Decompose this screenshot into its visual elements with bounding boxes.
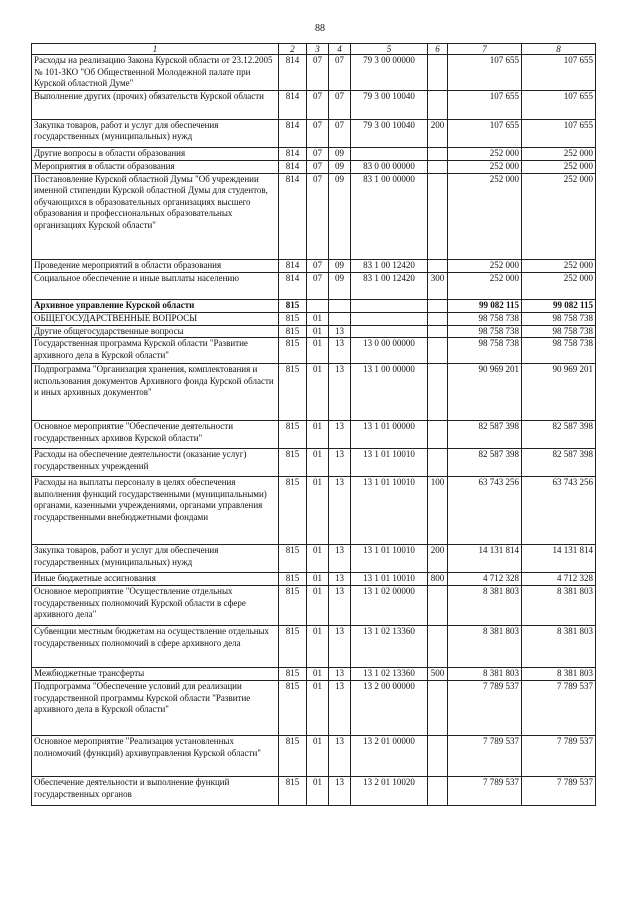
row-amount-2018: 107 655 bbox=[448, 90, 522, 119]
row-amount-2019: 252 000 bbox=[522, 272, 596, 299]
row-expense-type bbox=[428, 736, 448, 777]
row-subsection-code: 13 bbox=[329, 477, 351, 545]
row-subsection-code: 07 bbox=[329, 90, 351, 119]
row-target-article: 13 1 01 10010 bbox=[351, 573, 428, 586]
row-amount-2019: 107 655 bbox=[522, 90, 596, 119]
row-name: Субвенции местным бюджетам на осуществление отдельных государственных полномочий в сфере архивного дела bbox=[32, 626, 279, 668]
row-ministry-code: 814 bbox=[279, 259, 307, 272]
row-amount-2018: 8 381 803 bbox=[448, 586, 522, 626]
row-name: Другие вопросы в области образования bbox=[32, 147, 279, 160]
row-amount-2018: 4 712 328 bbox=[448, 573, 522, 586]
row-section-code: 07 bbox=[307, 55, 329, 91]
row-amount-2019: 107 655 bbox=[522, 55, 596, 91]
row-section-code: 01 bbox=[307, 338, 329, 364]
row-target-article: 13 1 01 10010 bbox=[351, 449, 428, 477]
row-section-code: 01 bbox=[307, 777, 329, 806]
row-amount-2019: 98 758 738 bbox=[522, 325, 596, 338]
row-expense-type bbox=[428, 299, 448, 312]
row-subsection-code: 09 bbox=[329, 173, 351, 259]
row-amount-2018: 98 758 738 bbox=[448, 312, 522, 325]
row-subsection-code: 13 bbox=[329, 325, 351, 338]
row-ministry-code: 815 bbox=[279, 545, 307, 573]
row-target-article: 13 1 02 00000 bbox=[351, 586, 428, 626]
row-name: Расходы на обеспечение деятельности (оказание услуг) государственных учреждений bbox=[32, 449, 279, 477]
table-row bbox=[32, 55, 596, 91]
row-section-code: 01 bbox=[307, 681, 329, 736]
row-expense-type: 100 bbox=[428, 477, 448, 545]
row-amount-2018: 107 655 bbox=[448, 55, 522, 91]
row-amount-2018: 7 789 537 bbox=[448, 777, 522, 806]
row-ministry-code: 814 bbox=[279, 90, 307, 119]
row-target-article bbox=[351, 299, 428, 312]
row-subsection-code: 13 bbox=[329, 626, 351, 668]
table-row bbox=[32, 681, 596, 736]
row-name: Основное мероприятие "Осуществление отдельных государственных полномочий Курской области в сфере архивного дела" bbox=[32, 586, 279, 626]
row-expense-type bbox=[428, 55, 448, 91]
row-ministry-code: 814 bbox=[279, 160, 307, 173]
row-section-code: 01 bbox=[307, 421, 329, 449]
column-numbers-row bbox=[32, 44, 596, 55]
row-amount-2019: 98 758 738 bbox=[522, 312, 596, 325]
row-section-code: 01 bbox=[307, 586, 329, 626]
row-section-code: 01 bbox=[307, 449, 329, 477]
row-section-code: 07 bbox=[307, 90, 329, 119]
row-amount-2018: 252 000 bbox=[448, 147, 522, 160]
row-name: Обеспечение деятельности и выполнение функций государственных органов bbox=[32, 777, 279, 806]
row-section-code: 07 bbox=[307, 160, 329, 173]
row-name: Мероприятия в области образования bbox=[32, 160, 279, 173]
table-row bbox=[32, 477, 596, 545]
row-section-code: 01 bbox=[307, 736, 329, 777]
row-amount-2018: 98 758 738 bbox=[448, 325, 522, 338]
row-expense-type bbox=[428, 626, 448, 668]
row-amount-2018: 7 789 537 bbox=[448, 681, 522, 736]
table-row bbox=[32, 338, 596, 364]
table-row bbox=[32, 259, 596, 272]
row-expense-type bbox=[428, 90, 448, 119]
row-ministry-code: 815 bbox=[279, 777, 307, 806]
row-subsection-code: 13 bbox=[329, 364, 351, 421]
row-subsection-code: 13 bbox=[329, 421, 351, 449]
row-target-article: 13 2 01 10020 bbox=[351, 777, 428, 806]
row-name: Расходы на реализацию Закона Курской области от 23.12.2005 № 101-ЗКО "Об Общественной Молодежной палате при Курской областной Думе" bbox=[32, 55, 279, 91]
row-ministry-code: 814 bbox=[279, 119, 307, 147]
row-amount-2019: 63 743 256 bbox=[522, 477, 596, 545]
row-amount-2018: 98 758 738 bbox=[448, 338, 522, 364]
row-target-article: 79 3 00 00000 bbox=[351, 55, 428, 91]
table-row bbox=[32, 573, 596, 586]
table-row bbox=[32, 545, 596, 573]
column-number: 3 bbox=[307, 44, 329, 55]
column-number: 2 bbox=[279, 44, 307, 55]
column-number: 7 bbox=[448, 44, 522, 55]
row-section-code: 07 bbox=[307, 259, 329, 272]
table-row bbox=[32, 626, 596, 668]
row-subsection-code: 13 bbox=[329, 449, 351, 477]
row-ministry-code: 815 bbox=[279, 668, 307, 681]
row-target-article: 13 2 00 00000 bbox=[351, 681, 428, 736]
table-row bbox=[32, 147, 596, 160]
row-amount-2019: 82 587 398 bbox=[522, 421, 596, 449]
row-name: Закупка товаров, работ и услуг для обеспечения государственных (муниципальных) нужд bbox=[32, 119, 279, 147]
row-target-article bbox=[351, 325, 428, 338]
row-amount-2018: 90 969 201 bbox=[448, 364, 522, 421]
row-ministry-code: 815 bbox=[279, 364, 307, 421]
column-number: 5 bbox=[351, 44, 428, 55]
table-row bbox=[32, 364, 596, 421]
row-subsection-code: 07 bbox=[329, 119, 351, 147]
row-section-code: 01 bbox=[307, 573, 329, 586]
row-target-article: 13 1 01 10010 bbox=[351, 477, 428, 545]
row-target-article: 13 1 01 10010 bbox=[351, 545, 428, 573]
row-expense-type bbox=[428, 325, 448, 338]
table-row bbox=[32, 90, 596, 119]
row-target-article bbox=[351, 147, 428, 160]
row-expense-type bbox=[428, 338, 448, 364]
row-target-article: 83 1 00 00000 bbox=[351, 173, 428, 259]
row-target-article: 83 1 00 12420 bbox=[351, 272, 428, 299]
row-expense-type: 500 bbox=[428, 668, 448, 681]
row-subsection-code: 09 bbox=[329, 147, 351, 160]
row-ministry-code: 815 bbox=[279, 325, 307, 338]
row-amount-2019: 82 587 398 bbox=[522, 449, 596, 477]
row-amount-2019: 7 789 537 bbox=[522, 681, 596, 736]
row-name: Государственная программа Курской области "Развитие архивного дела в Курской области" bbox=[32, 338, 279, 364]
row-amount-2018: 252 000 bbox=[448, 173, 522, 259]
row-amount-2019: 98 758 738 bbox=[522, 338, 596, 364]
table-row bbox=[32, 736, 596, 777]
row-target-article: 13 1 01 00000 bbox=[351, 421, 428, 449]
row-amount-2019: 90 969 201 bbox=[522, 364, 596, 421]
row-expense-type bbox=[428, 173, 448, 259]
row-ministry-code: 815 bbox=[279, 312, 307, 325]
table-row bbox=[32, 449, 596, 477]
budget-table bbox=[31, 43, 596, 806]
row-expense-type bbox=[428, 777, 448, 806]
row-amount-2018: 8 381 803 bbox=[448, 668, 522, 681]
row-section-code: 07 bbox=[307, 119, 329, 147]
row-target-article: 13 1 02 13360 bbox=[351, 626, 428, 668]
row-amount-2019: 107 655 bbox=[522, 119, 596, 147]
row-amount-2018: 82 587 398 bbox=[448, 449, 522, 477]
row-ministry-code: 814 bbox=[279, 55, 307, 91]
row-target-article: 13 1 00 00000 bbox=[351, 364, 428, 421]
row-target-article: 79 3 00 10040 bbox=[351, 119, 428, 147]
row-ministry-code: 815 bbox=[279, 736, 307, 777]
row-amount-2019: 8 381 803 bbox=[522, 668, 596, 681]
row-amount-2019: 4 712 328 bbox=[522, 573, 596, 586]
table-row bbox=[32, 312, 596, 325]
row-subsection-code: 13 bbox=[329, 545, 351, 573]
row-section-code bbox=[307, 299, 329, 312]
row-amount-2019: 252 000 bbox=[522, 147, 596, 160]
row-ministry-code: 815 bbox=[279, 477, 307, 545]
row-subsection-code: 07 bbox=[329, 55, 351, 91]
row-target-article: 13 1 02 13360 bbox=[351, 668, 428, 681]
row-expense-type bbox=[428, 449, 448, 477]
row-name: Основное мероприятие "Реализация установленных полномочий (функций) архивуправления Курской области" bbox=[32, 736, 279, 777]
row-name: Постановление Курской областной Думы "Об учреждении именной стипендии Курской областной Думы для студентов, обучающихся в образовательных организациях высшего образования и профессиональных образовательных организациях Курской области" bbox=[32, 173, 279, 259]
page-number: 88 bbox=[315, 23, 325, 34]
row-amount-2018: 14 131 814 bbox=[448, 545, 522, 573]
row-ministry-code: 815 bbox=[279, 586, 307, 626]
row-amount-2019: 8 381 803 bbox=[522, 586, 596, 626]
row-ministry-code: 815 bbox=[279, 626, 307, 668]
row-section-code: 01 bbox=[307, 668, 329, 681]
row-amount-2019: 252 000 bbox=[522, 259, 596, 272]
row-subsection-code: 13 bbox=[329, 736, 351, 777]
table-row bbox=[32, 586, 596, 626]
row-ministry-code: 815 bbox=[279, 573, 307, 586]
row-subsection-code: 13 bbox=[329, 668, 351, 681]
row-amount-2018: 7 789 537 bbox=[448, 736, 522, 777]
row-name: ОБЩЕГОСУДАРСТВЕННЫЕ ВОПРОСЫ bbox=[32, 312, 279, 325]
row-amount-2018: 252 000 bbox=[448, 160, 522, 173]
row-target-article: 83 1 00 12420 bbox=[351, 259, 428, 272]
table-row bbox=[32, 160, 596, 173]
table-row bbox=[32, 272, 596, 299]
row-section-code: 01 bbox=[307, 545, 329, 573]
row-subsection-code: 13 bbox=[329, 586, 351, 626]
row-amount-2019: 252 000 bbox=[522, 160, 596, 173]
row-expense-type: 200 bbox=[428, 545, 448, 573]
row-amount-2019: 7 789 537 bbox=[522, 736, 596, 777]
row-subsection-code bbox=[329, 312, 351, 325]
row-expense-type bbox=[428, 364, 448, 421]
table-row bbox=[32, 325, 596, 338]
row-amount-2019: 7 789 537 bbox=[522, 777, 596, 806]
row-subsection-code: 09 bbox=[329, 259, 351, 272]
row-subsection-code: 13 bbox=[329, 338, 351, 364]
row-expense-type bbox=[428, 160, 448, 173]
row-subsection-code: 13 bbox=[329, 777, 351, 806]
row-name: Социальное обеспечение и иные выплаты населению bbox=[32, 272, 279, 299]
row-expense-type bbox=[428, 681, 448, 736]
row-section-code: 07 bbox=[307, 272, 329, 299]
row-amount-2019: 252 000 bbox=[522, 173, 596, 259]
row-amount-2019: 99 082 115 bbox=[522, 299, 596, 312]
row-target-article: 13 0 00 00000 bbox=[351, 338, 428, 364]
column-number: 1 bbox=[32, 44, 279, 55]
row-section-code: 01 bbox=[307, 325, 329, 338]
row-section-code: 01 bbox=[307, 626, 329, 668]
row-subsection-code bbox=[329, 299, 351, 312]
row-name: Расходы на выплаты персоналу в целях обеспечения выполнения функций государственными (муниципальными) органами, казенными учреждениями, органами управления государственными внебюджетными фондами bbox=[32, 477, 279, 545]
row-expense-type: 200 bbox=[428, 119, 448, 147]
column-number: 8 bbox=[522, 44, 596, 55]
row-target-article: 83 0 00 00000 bbox=[351, 160, 428, 173]
column-number: 6 bbox=[428, 44, 448, 55]
row-subsection-code: 09 bbox=[329, 272, 351, 299]
row-section-code: 01 bbox=[307, 364, 329, 421]
row-expense-type bbox=[428, 421, 448, 449]
row-target-article bbox=[351, 312, 428, 325]
row-amount-2019: 8 381 803 bbox=[522, 626, 596, 668]
row-ministry-code: 815 bbox=[279, 338, 307, 364]
row-amount-2018: 252 000 bbox=[448, 272, 522, 299]
row-subsection-code: 13 bbox=[329, 681, 351, 736]
row-expense-type bbox=[428, 586, 448, 626]
row-expense-type bbox=[428, 259, 448, 272]
row-section-code: 01 bbox=[307, 312, 329, 325]
row-ministry-code: 814 bbox=[279, 272, 307, 299]
table-row bbox=[32, 668, 596, 681]
row-name: Выполнение других (прочих) обязательств Курской области bbox=[32, 90, 279, 119]
row-section-code: 07 bbox=[307, 173, 329, 259]
row-ministry-code: 815 bbox=[279, 681, 307, 736]
row-name: Проведение мероприятий в области образования bbox=[32, 259, 279, 272]
table-row bbox=[32, 173, 596, 259]
row-target-article: 13 2 01 00000 bbox=[351, 736, 428, 777]
row-expense-type: 800 bbox=[428, 573, 448, 586]
row-amount-2018: 107 655 bbox=[448, 119, 522, 147]
table-row bbox=[32, 299, 596, 312]
row-subsection-code: 09 bbox=[329, 160, 351, 173]
row-ministry-code: 814 bbox=[279, 173, 307, 259]
row-name: Межбюджетные трансферты bbox=[32, 668, 279, 681]
row-name: Иные бюджетные ассигнования bbox=[32, 573, 279, 586]
row-subsection-code: 13 bbox=[329, 573, 351, 586]
row-amount-2018: 63 743 256 bbox=[448, 477, 522, 545]
row-amount-2018: 252 000 bbox=[448, 259, 522, 272]
row-section-code: 07 bbox=[307, 147, 329, 160]
row-section-code: 01 bbox=[307, 477, 329, 545]
table-row bbox=[32, 421, 596, 449]
column-number: 4 bbox=[329, 44, 351, 55]
row-ministry-code: 815 bbox=[279, 449, 307, 477]
table-row bbox=[32, 119, 596, 147]
row-amount-2019: 14 131 814 bbox=[522, 545, 596, 573]
row-expense-type bbox=[428, 147, 448, 160]
row-ministry-code: 814 bbox=[279, 147, 307, 160]
row-target-article: 79 3 00 10040 bbox=[351, 90, 428, 119]
table-row bbox=[32, 777, 596, 806]
row-ministry-code: 815 bbox=[279, 421, 307, 449]
row-expense-type bbox=[428, 312, 448, 325]
row-expense-type: 300 bbox=[428, 272, 448, 299]
row-name: Подпрограмма "Обеспечение условий для реализации государственной программы Курской области "Развитие архивного дела в Курской области" bbox=[32, 681, 279, 736]
row-name: Архивное управление Курской области bbox=[32, 299, 279, 312]
row-name: Закупка товаров, работ и услуг для обеспечения государственных (муниципальных) нужд bbox=[32, 545, 279, 573]
row-name: Другие общегосударственные вопросы bbox=[32, 325, 279, 338]
row-amount-2018: 82 587 398 bbox=[448, 421, 522, 449]
row-amount-2018: 99 082 115 bbox=[448, 299, 522, 312]
row-name: Подпрограмма "Организация хранения, комплектования и использования документов Архивного фонда Курской области и иных архивных документов" bbox=[32, 364, 279, 421]
row-ministry-code: 815 bbox=[279, 299, 307, 312]
row-amount-2018: 8 381 803 bbox=[448, 626, 522, 668]
row-name: Основное мероприятие "Обеспечение деятельности государственных архивов Курской области" bbox=[32, 421, 279, 449]
